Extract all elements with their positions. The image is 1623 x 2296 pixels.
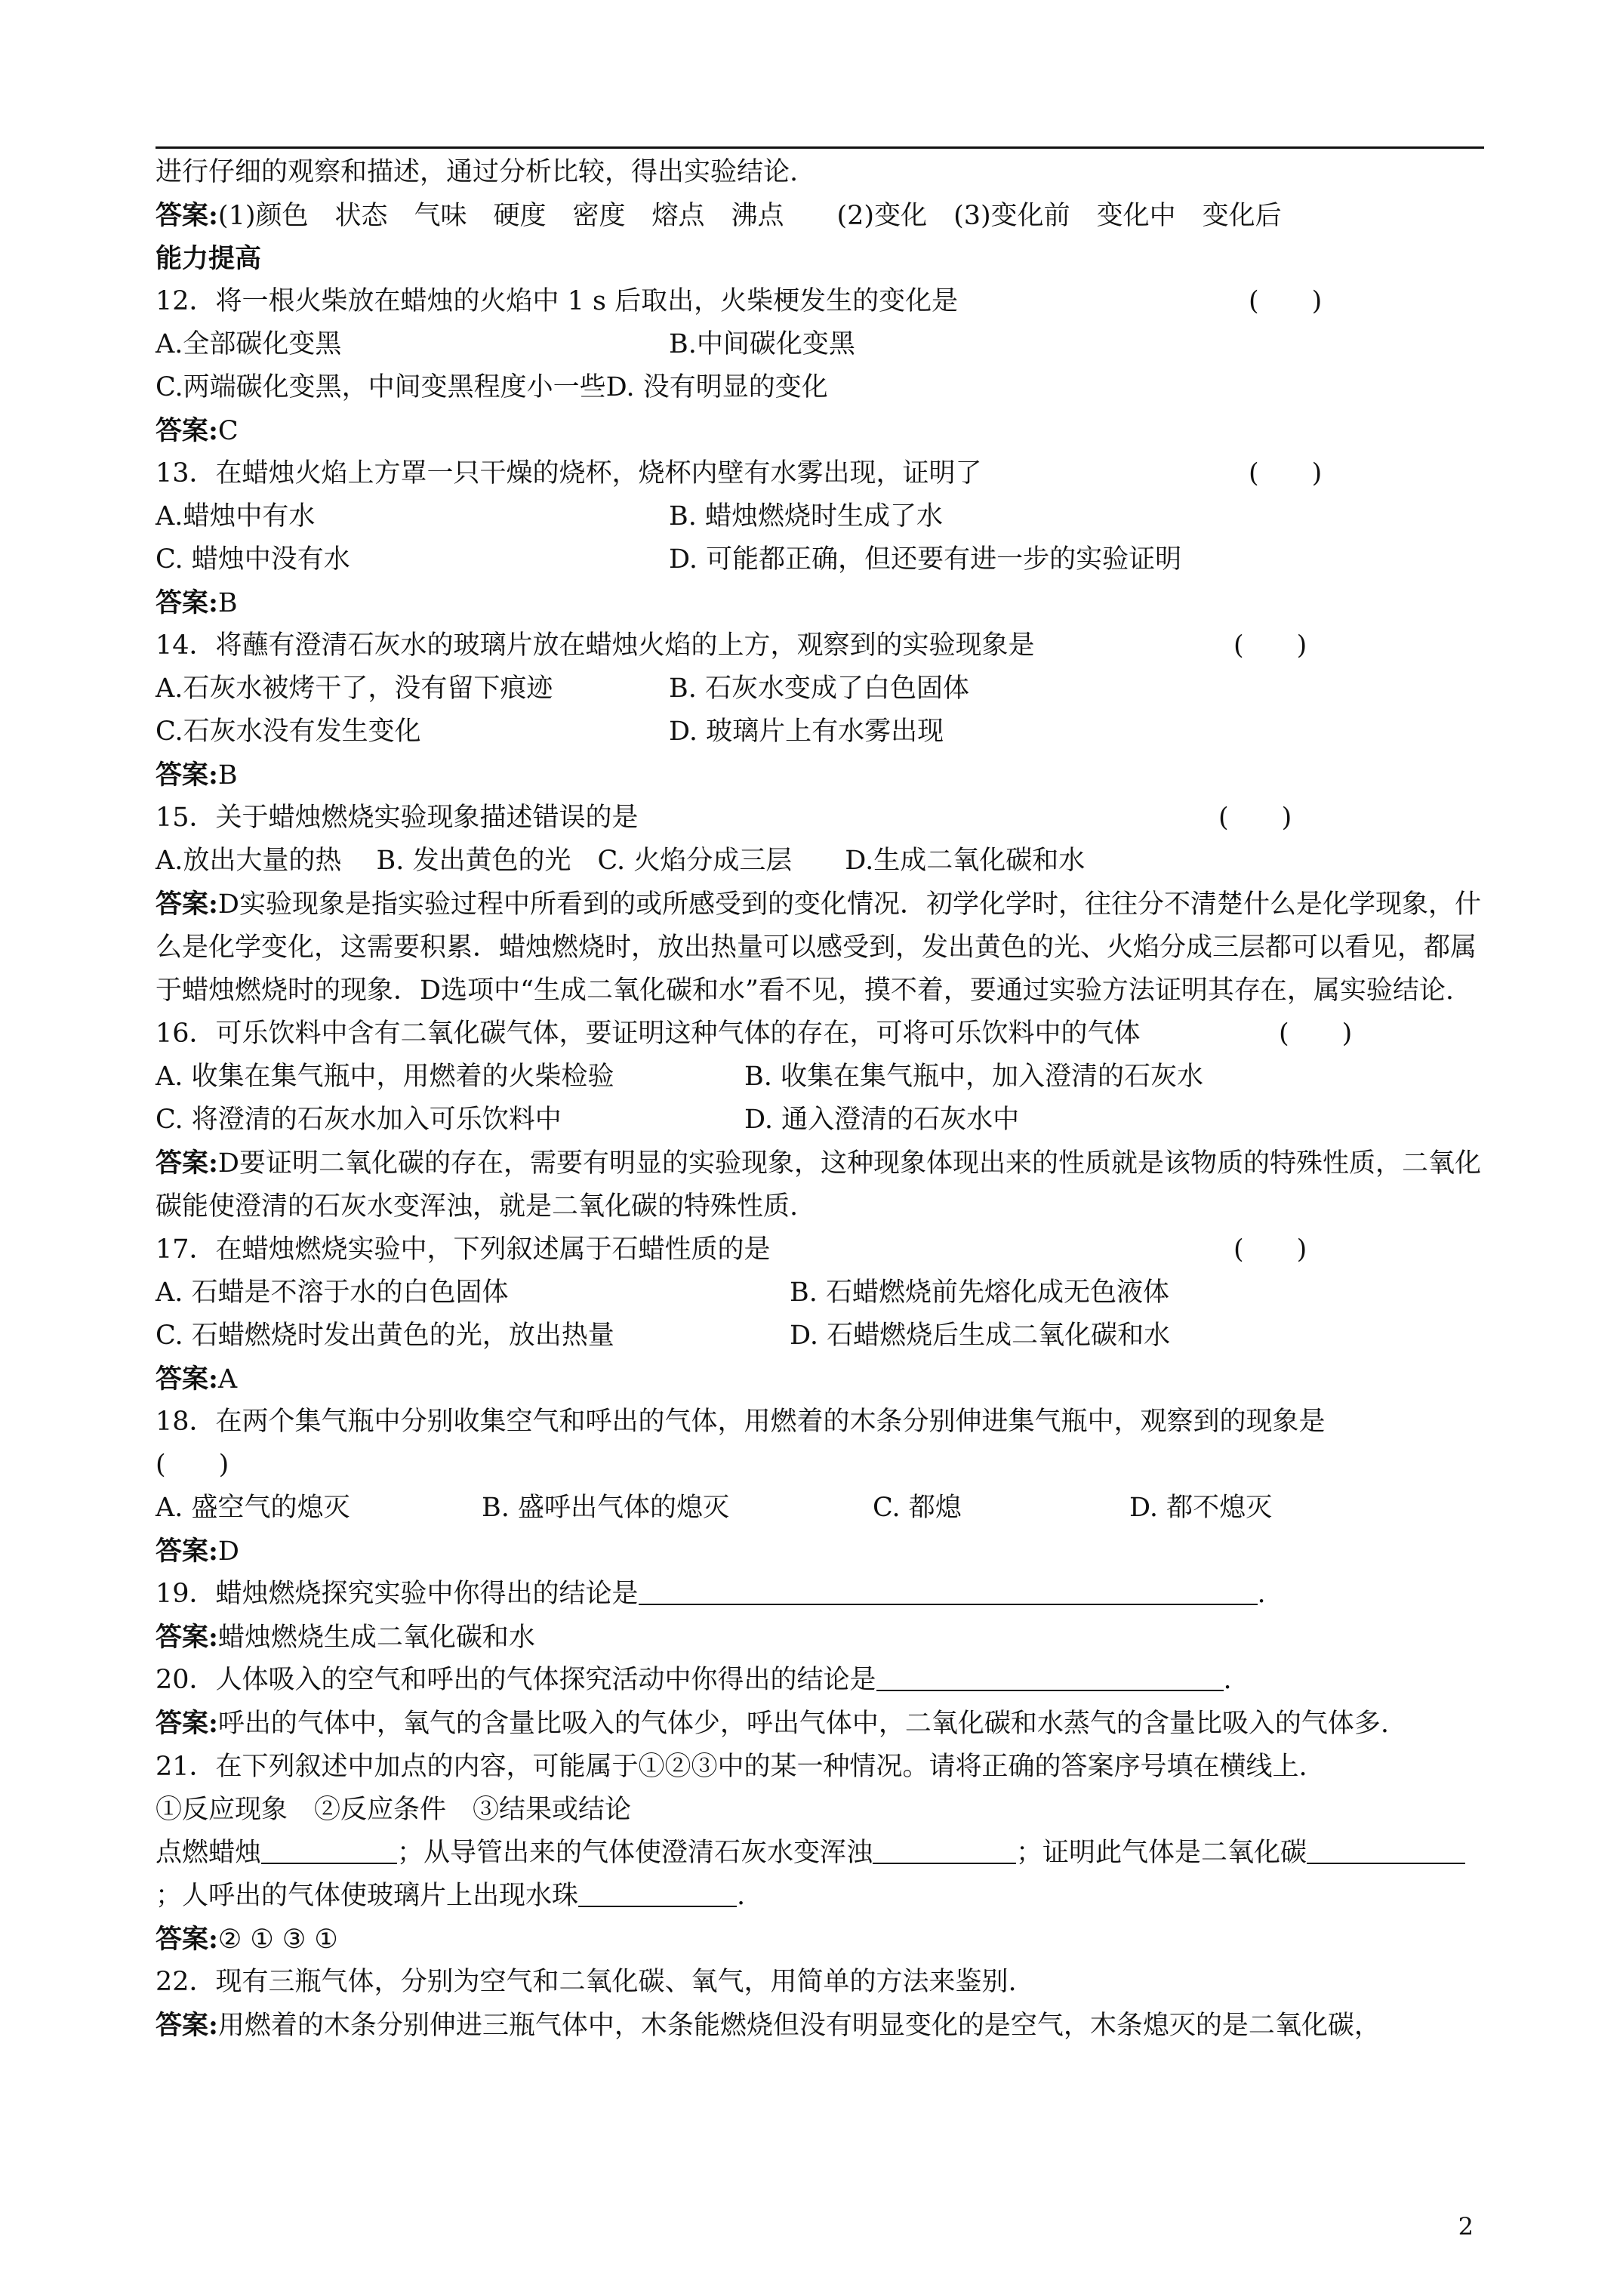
answer-paren: ( ) bbox=[1233, 630, 1307, 661]
q19-stem: 19．蜡烛燃烧探究实验中你得出的结论是 . bbox=[156, 1573, 1487, 1616]
q13-stem: 13．在蜡烛火焰上方罩一只干燥的烧杯，烧杯内壁有水雾出现，证明了 ( ) bbox=[156, 452, 1487, 495]
q21-stem: 21．在下列叙述中加点的内容，可能属于①②③中的某一种情况。请将正确的答案序号填在横线上. bbox=[156, 1752, 1307, 1782]
q16-stem: 16．可乐饮料中含有二氧化碳气体，要证明这种气体的存在，可将可乐饮料中的气体 ( ) bbox=[156, 1012, 1487, 1056]
q12-stem: 12．将一根火柴放在蜡烛的火焰中 1 s 后取出，火柴梗发生的变化是 ( ) bbox=[156, 280, 1487, 323]
q21-options: ①反应现象 ②反应条件 ③结果或结论 bbox=[156, 1795, 632, 1825]
q14-options-ab: A.石灰水被烤干了，没有留下痕迹 B. 石灰水变成了白色固体 bbox=[156, 673, 969, 704]
q12-answer: 答案:C bbox=[156, 415, 239, 446]
q16-answer: 答案:D要证明二氧化碳的存在，需要有明显的实验现象，这种现象体现出来的性质就是该物质的特殊性质，二氧化碳能使澄清的石灰水变浑浊，就是二氧化碳的特殊性质. bbox=[156, 1148, 1481, 1222]
q17-stem: 17．在蜡烛燃烧实验中，下列叙述属于石蜡性质的是 ( ) bbox=[156, 1228, 1487, 1271]
answer-paren: ( ) bbox=[1249, 458, 1323, 488]
q18-answer: 答案:D bbox=[156, 1536, 239, 1567]
answer-paren: ( ) bbox=[1218, 803, 1292, 833]
q20-stem: 20．人体吸入的空气和呼出的气体探究活动中你得出的结论是 . bbox=[156, 1659, 1487, 1702]
document-page bbox=[156, 151, 1487, 2047]
answer-paren: ( ) bbox=[1279, 1019, 1353, 1049]
page-number: 2 bbox=[1458, 2212, 1474, 2241]
q20-answer: 答案:呼出的气体中，氧气的含量比吸入的气体少，呼出气体中，二氧化碳和水蒸气的含量比吸入的气体多. bbox=[156, 1708, 1390, 1739]
answer-label: 答案: bbox=[156, 200, 218, 231]
q13-options-ab: A.蜡烛中有水 B. 蜡烛燃烧时生成了水 bbox=[156, 501, 943, 532]
answer-paren: ( ) bbox=[1233, 1234, 1307, 1265]
q19-answer: 答案:蜡烛燃烧生成二氧化碳和水 bbox=[156, 1622, 535, 1653]
q22-answer: 答案:用燃着的木条分别伸进三瓶气体中，木条能燃烧但没有明显变化的是空气，木条熄灭的是二氧化碳， bbox=[156, 2010, 1381, 2041]
q22-stem: 22．现有三瓶气体，分别为空气和二氧化碳、氧气，用简单的方法来鉴别. bbox=[156, 1967, 1017, 1997]
q18-options: A. 盛空气的熄灭 B. 盛呼出气体的熄灭 C. 都熄 D. 都不熄灭 bbox=[156, 1493, 1273, 1523]
q21-answer: 答案:② ① ③ ① bbox=[156, 1924, 338, 1955]
fill-blank bbox=[639, 1576, 1258, 1605]
q15-options: A.放出大量的热 B. 发出黄色的光 C. 火焰分成三层 D.生成二氧化碳和水 bbox=[156, 846, 1086, 876]
fill-blank bbox=[876, 1663, 1224, 1691]
q17-options-cd: C. 石蜡燃烧时发出黄色的光，放出热量 D. 石蜡燃烧后生成二氧化碳和水 bbox=[156, 1321, 1171, 1351]
q21-blanks: 点燃蜡烛 ；从导管出来的气体使澄清石灰水变浑浊 ；证明此气体是二氧化碳；人呼出的气体使玻璃片上出现水珠 . bbox=[156, 1832, 1487, 1918]
q18-paren: ( ) bbox=[156, 1450, 229, 1480]
fill-blank bbox=[873, 1835, 1016, 1864]
q17-options-ab: A. 石蜡是不溶于水的白色固体 B. 石蜡燃烧前先熔化成无色液体 bbox=[156, 1277, 1169, 1308]
fill-blank bbox=[578, 1878, 737, 1907]
fill-blank bbox=[1307, 1835, 1465, 1864]
q17-answer: 答案:A bbox=[156, 1364, 238, 1395]
q16-options-ab: A. 收集在集气瓶中，用燃着的火柴检验 B. 收集在集气瓶中，加入澄清的石灰水 bbox=[156, 1062, 1203, 1092]
q18-stem: 18．在两个集气瓶中分别收集空气和呼出的气体，用燃着的木条分别伸进集气瓶中，观察到的现象是 bbox=[156, 1407, 1326, 1437]
fill-blank bbox=[261, 1835, 397, 1864]
header-rule bbox=[156, 146, 1484, 149]
answer-paren: ( ) bbox=[1249, 286, 1323, 316]
q14-answer: 答案:B bbox=[156, 760, 238, 791]
q14-options-cd: C.石灰水没有发生变化 D. 玻璃片上有水雾出现 bbox=[156, 717, 944, 747]
q13-options-cd: C. 蜡烛中没有水 D. 可能都正确，但还要有进一步的实验证明 bbox=[156, 544, 1182, 575]
answer-11: 答案:(1)颜色 状态 气味 硬度 密度 熔点 沸点 (2)变化 (3)变化前 变化中 变化后 bbox=[156, 200, 1282, 231]
section-title: 能力提高 bbox=[156, 243, 262, 274]
q15-stem: 15．关于蜡烛燃烧实验现象描述错误的是 ( ) bbox=[156, 797, 1487, 840]
q16-options-cd: C. 将澄清的石灰水加入可乐饮料中 D. 通入澄清的石灰水中 bbox=[156, 1105, 1020, 1135]
q12-options-ab: A.全部碳化变黑 B.中间碳化变黑 bbox=[156, 329, 855, 359]
q15-answer: 答案:D实验现象是指实验过程中所看到的或所感受到的变化情况．初学化学时，往往分不清楚什么是化学现象，什么是化学变化，这需要积累．蜡烛燃烧时，放出热量可以感受到，发出黄色的光、火焰分成三层都可以看见，都属于蜡烛燃烧时的现象．D选项中“生成二氧化碳和水”看不见，摸不着，要通过实验方法证明其存在，属实验结论. bbox=[156, 889, 1481, 1006]
q12-options-cd: C.两端碳化变黑，中间变黑程度小一些D. 没有明显的变化 bbox=[156, 372, 828, 402]
q13-answer: 答案:B bbox=[156, 587, 238, 618]
q14-stem: 14．将蘸有澄清石灰水的玻璃片放在蜡烛火焰的上方，观察到的实验现象是 ( ) bbox=[156, 624, 1487, 667]
continued-text: 进行仔细的观察和描述，通过分析比较，得出实验结论. bbox=[156, 157, 799, 187]
